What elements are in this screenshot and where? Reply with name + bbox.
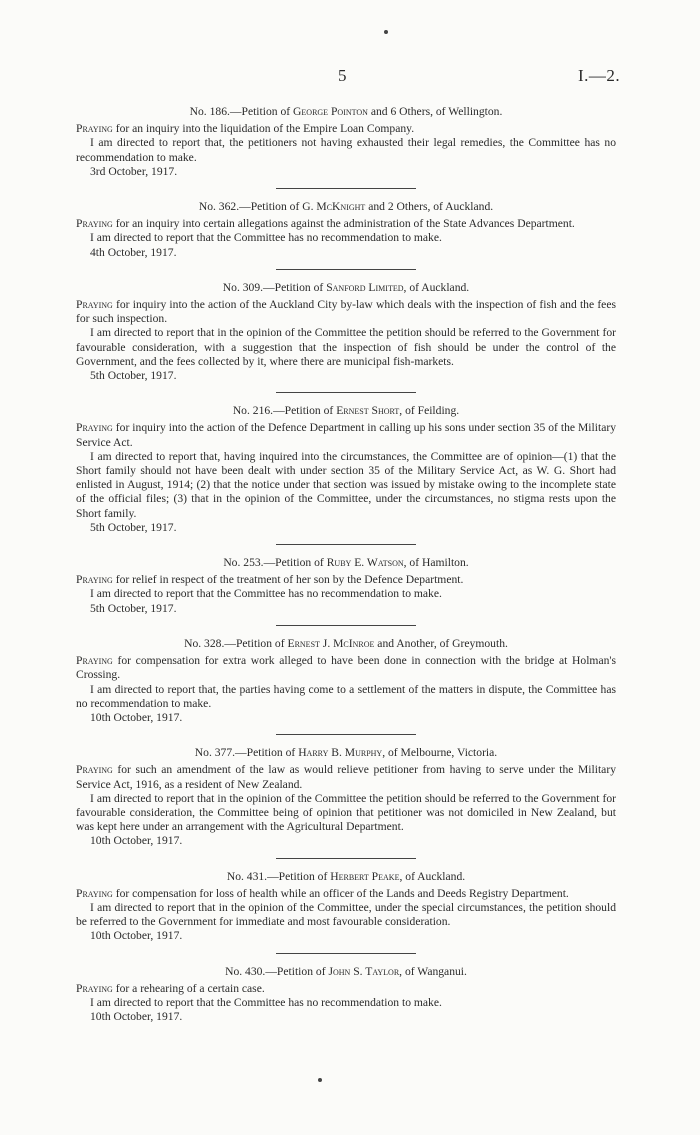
petition-prayer: Praying for an inquiry into the liquidation of the Empire Loan Company. (76, 122, 415, 136)
petition-report: I am directed to report that the Committee has no recommendation to make. (90, 231, 442, 245)
petition-entry (76, 637, 616, 725)
petition-title: No. 430.—Petition of John S. Taylor, of Wanganui. (225, 964, 467, 978)
document-code: I.—2. (578, 66, 621, 85)
petition-report: I am directed to report that in the opinion of the Committee, under the special circumstances, the petition should be referred to the Government for immediate and most favourable consideration. (76, 900, 616, 929)
petition-entry (76, 556, 616, 616)
petition-date: 3rd October, 1917. (90, 164, 178, 178)
petition-title: No. 362.—Petition of G. McKnight and 2 Others, of Auckland. (198, 200, 494, 214)
petition-prayer: Praying for a rehearing of a certain case. (76, 981, 265, 995)
petition-date: 10th October, 1917. (90, 710, 183, 724)
petition-title: No. 377.—Petition of Harry B. Murphy, of Melbourne, Victoria. (194, 746, 498, 760)
petition-title: No. 186.—Petition of George Pointon and 6 Others, of Wellington. (189, 105, 503, 118)
petition-prayer: Praying for relief in respect of the treatment of her son by the Defence Department. (76, 573, 464, 587)
petition-title: No. 328.—Petition of Ernest J. McInroe and Another, of Greymouth. (184, 636, 508, 650)
section-divider (276, 269, 416, 270)
section-divider (276, 544, 416, 545)
petition-title: No. 216.—Petition of Ernest Short, of Feilding. (232, 404, 460, 418)
petition-entry (76, 281, 616, 383)
petition-title: No. 431.—Petition of Herbert Peake, of Auckland. (226, 869, 466, 883)
petition-prayer: Praying for compensation for loss of health while an officer of the Lands and Deeds Registry Department. (76, 886, 569, 900)
petition-report: I am directed to report that, the petitioners not having exhausted their legal remedies, the Committee has no recommendation to make. (76, 136, 616, 164)
petition-title: No. 253.—Petition of Ruby E. Watson, of Hamilton. (223, 556, 469, 570)
petition-date: 10th October, 1917. (90, 929, 183, 943)
petition-entry (76, 746, 616, 848)
petition-report: I am directed to report that in the opinion of the Committee the petition should be referred to the Government for favourable consideration, the Committee being of opinion that petitioner was not domiciled in New Zealand, but was kept here under an arrangement with the Agricultural Department. (76, 791, 616, 834)
petition-date: 5th October, 1917. (90, 369, 177, 383)
section-divider (276, 392, 416, 393)
petition-prayer: Praying for such an amendment of the law as would relieve petitioner from having to serve under the Military Service Act, 1916, as a resident of New Zealand. (76, 763, 616, 791)
petition-prayer: Praying for inquiry into the action of the Auckland City by-law which deals with the inspection of fish and the fees for such inspection. (76, 298, 616, 326)
section-divider (276, 625, 416, 626)
scan-speck (318, 1078, 322, 1082)
page-number: 5 (338, 66, 347, 85)
petition-prayer: Praying for an inquiry into certain allegations against the administration of the State Advances Department. (76, 217, 575, 231)
petition-date: 10th October, 1917. (90, 834, 183, 848)
petition-report: I am directed to report that the Committee has no recommendation to make. (90, 587, 442, 601)
petition-report: I am directed to report that, having inquired into the circumstances, the Committee are of opinion—(1) that the Short family should not have been dealt with under section 35 of the Military Service Act, as W. G. Short had enlisted in August, 1914; (2) that the notice under that section was issued by mistake owing to the incomplete state of the official files; (3) that in the opinion of the Committee, under the circumstances, no stigma rests upon the Short family. (76, 449, 616, 520)
petition-date: 4th October, 1917. (90, 245, 177, 259)
petition-title: No. 309.—Petition of Sanford Limited, of Auckland. (222, 280, 470, 294)
petition-date: 5th October, 1917. (90, 601, 177, 615)
page-header (0, 66, 700, 88)
section-divider (276, 953, 416, 954)
section-divider (276, 188, 416, 189)
petition-date: 5th October, 1917. (90, 520, 177, 534)
petitions-body (76, 105, 616, 1024)
petition-date: 10th October, 1917. (90, 1010, 183, 1024)
petition-entry (76, 965, 616, 1025)
petition-prayer: Praying for compensation for extra work alleged to have been done in connection with the bridge at Holman's Crossing. (76, 654, 616, 682)
petition-entry (76, 870, 616, 944)
section-divider (276, 734, 416, 735)
petition-entry (76, 105, 616, 179)
petition-report: I am directed to report that the Committee has no recommendation to make. (90, 995, 442, 1009)
petition-report: I am directed to report that in the opinion of the Committee the petition should be referred to the Government for favourable consideration, with a suggestion that the inspection of fish should be under the control of the Government, and the fees collected by it, where there are municipal fish-markets. (76, 326, 616, 368)
scan-speck (384, 30, 388, 34)
petition-prayer: Praying for inquiry into the action of the Defence Department in calling up his sons under section 35 of the Military Service Act. (76, 421, 616, 449)
petition-entry (76, 404, 616, 535)
petition-entry (76, 200, 616, 260)
petition-report: I am directed to report that, the parties having come to a settlement of the matters in dispute, the Committee has no recommendation to make. (76, 682, 616, 710)
section-divider (276, 858, 416, 859)
